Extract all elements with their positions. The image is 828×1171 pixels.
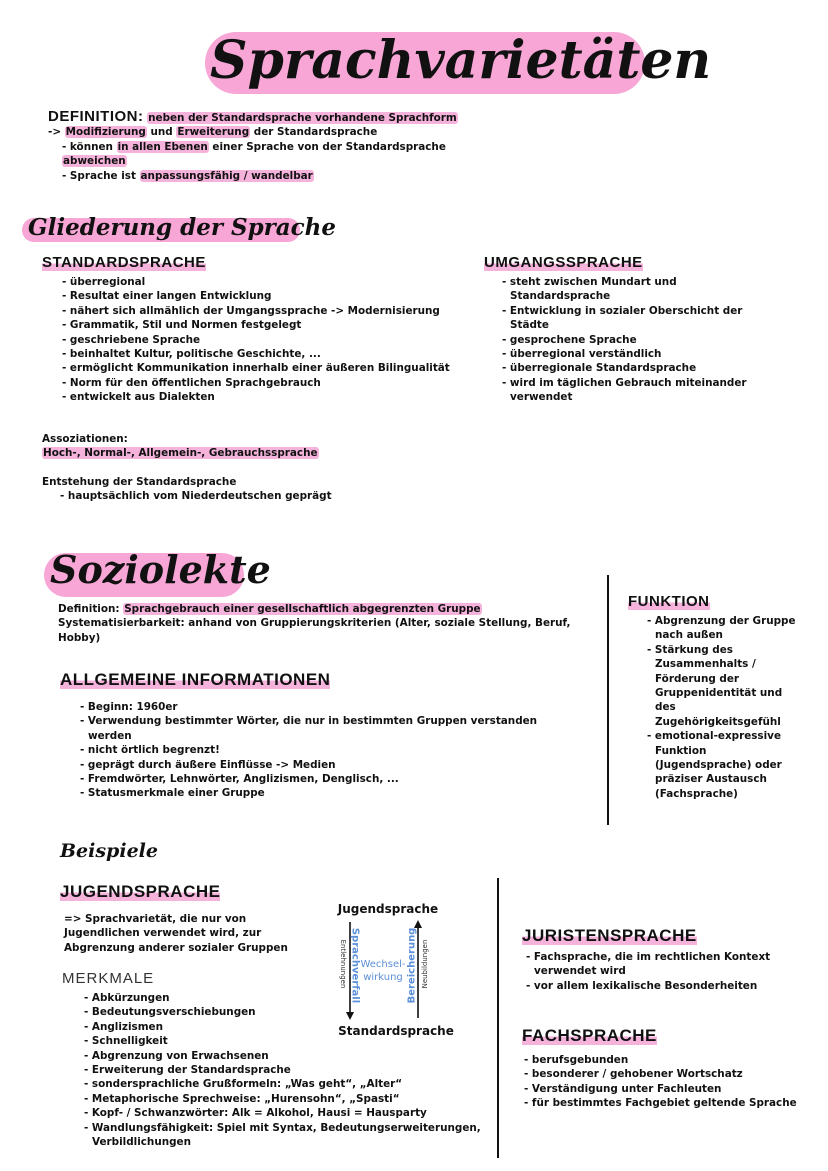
umgang-heading-text: UMGANGSSPRACHE [484, 254, 643, 271]
gliederung-heading: Gliederung der Sprache [28, 214, 337, 241]
origin-label: Entstehung der Standardsprache [42, 476, 237, 488]
funktion-heading [628, 593, 710, 610]
allg-list [78, 700, 578, 801]
definition-block [48, 110, 488, 183]
definition-term: Modifizierung [65, 126, 146, 139]
list-item: - ermöglicht Kommunikation innerhalb einer äußeren Bilingualität [62, 362, 450, 375]
origin-text: - hauptsächlich vom Niederdeutschen geprägt [60, 490, 332, 503]
list-item: - Norm für den öffentlichen Sprachgebrauch [62, 376, 321, 389]
definition-text: einer Sprache von der Standardsprache [212, 140, 446, 153]
list-item: - Resultat einer langen Entwicklung [62, 290, 272, 303]
list-item: - Abkürzungen [84, 992, 170, 1004]
definition-term: in allen Ebenen [117, 140, 208, 153]
juristen-list [524, 950, 794, 993]
list-item: - entwickelt aus Dialekten [62, 391, 215, 404]
list-item: - steht zwischen Mundart und Standardsprache [502, 276, 677, 303]
juristen-heading [522, 926, 697, 946]
soziolekte-def-label: Definition: [58, 603, 120, 615]
list-item: - geprägt durch äußere Einflüsse -> Medien [80, 758, 336, 771]
definition-term: anpassungsfähig / wandelbar [140, 169, 313, 182]
standard-heading-text: STANDARDSPRACHE [42, 254, 206, 271]
definition-bullet: - Sprache ist [62, 169, 136, 182]
list-item: - Entwicklung in sozialer Oberschicht der Städte [502, 304, 743, 332]
soziolekte-def-text: Sprachgebrauch einer gesellschaftlich abgegrenzten Gruppe [124, 603, 481, 615]
assoc-text: Hoch-, Normal-, Allgemein-, Gebrauchssprache [43, 447, 318, 460]
list-item: - geschriebene Sprache [62, 333, 201, 346]
list-item: - beinhaltet Kultur, politische Geschichte, ... [62, 348, 321, 361]
list-item: - Verständigung unter Fachleuten [524, 1082, 722, 1095]
list-item: - überregional verständlich [502, 348, 662, 361]
jugend-def: => Sprachvarietät, die nur von Jugendlichen verwendet wird, zur Abgrenzung anderer sozialer Gruppen [64, 913, 288, 954]
standard-heading [42, 254, 206, 271]
list-item: - Verwendung bestimmter Wörter, die nur in bestimmten Gruppen verstanden werden [80, 715, 538, 742]
arrow: -> [48, 126, 62, 139]
assoc-block [42, 432, 402, 461]
diagram-center-label: Wechsel-wirkung [360, 959, 406, 983]
list-item: - Metaphorische Sprechweise: „Hurensohn“, „Spasti“ [84, 1092, 400, 1105]
fach-list [522, 1053, 812, 1111]
list-item: - emotional-expressive Funktion (Jugendsprache) oder präziser Austausch (Fachsprache) [647, 730, 782, 800]
diagram-left-blue: Sprachverfall [349, 927, 361, 1004]
list-item: - Bedeutungsverschiebungen [84, 1006, 256, 1019]
diagram-right-blue: Bereicherung [406, 927, 418, 1004]
origin-block [42, 475, 402, 504]
list-item: - Erweiterung der Standardsprache [84, 1064, 291, 1077]
diagram-right-small: Neubildungen [421, 939, 429, 989]
list-item: - Abgrenzung von Erwachsenen [84, 1049, 269, 1062]
diagram-top-label: Jugendsprache [337, 902, 439, 916]
allg-heading-text: ALLGEMEINE INFORMATIONEN [60, 670, 331, 689]
list-item: - Wandlungsfähigkeit: Spiel mit Syntax, Bedeutungserweiterungen, Verbildlichungen [84, 1121, 481, 1149]
jugend-heading [60, 882, 220, 902]
merkmale-label: MERKMALE [62, 970, 155, 987]
assoc-label: Assoziationen: [42, 433, 128, 445]
list-item: - sondersprachliche Grußformeln: „Was geht“, „Alter“ [84, 1078, 403, 1091]
funktion-list [645, 614, 803, 801]
list-item: - Kopf- / Schwanzwörter: Alk = Alkohol, Hausi = Hausparty [84, 1107, 427, 1120]
diagram-bottom-label: Standardsprache [338, 1024, 454, 1038]
list-item: - Beginn: 1960er [80, 701, 178, 713]
definition-label: DEFINITION: [48, 108, 144, 125]
umgang-heading [484, 254, 643, 271]
list-item: - Anglizismen [84, 1020, 163, 1033]
list-item: - Fremdwörter, Lehnwörter, Anglizismen, Denglisch, ... [80, 773, 399, 786]
list-item: - überregional [62, 276, 146, 288]
soziolekte-heading: Soziolekte [50, 547, 271, 592]
juristen-heading-text: JURISTENSPRACHE [522, 926, 697, 945]
divider-line [607, 575, 609, 825]
definition-text: der Standardsprache [253, 126, 378, 139]
list-item: - berufsgebunden [524, 1054, 629, 1066]
list-item: - nicht örtlich begrenzt! [80, 744, 220, 757]
soziolekte-definition [58, 602, 598, 645]
list-item: - Statusmerkmale einer Gruppe [80, 787, 265, 800]
page-title: Sprachvarietäten [210, 30, 712, 91]
allg-heading [60, 670, 330, 690]
definition-text: neben der Standardsprache vorhandene Sprachform [148, 112, 457, 124]
definition-bullet: - können [62, 140, 113, 153]
list-item: - Fachsprache, die im rechtlichen Kontext verwendet wird [526, 951, 771, 978]
beispiele-heading: Beispiele [60, 840, 158, 862]
list-item: - vor allem lexikalische Besonderheiten [526, 979, 758, 992]
fach-heading-text: FACHSPRACHE [522, 1026, 657, 1045]
list-item: - Grammatik, Stil und Normen festgelegt [62, 319, 302, 332]
definition-connector: und [150, 126, 173, 139]
definition-term: Erweiterung [177, 126, 250, 139]
umgang-list [500, 275, 760, 405]
soziolekte-systematik: Systematisierbarkeit: anhand von Gruppierungskriterien (Alter, soziale Stellung, Beruf, Hobby) [58, 617, 571, 644]
standard-list [60, 275, 460, 405]
list-item: - Abgrenzung der Gruppe nach außen [647, 615, 796, 642]
list-item: - gesprochene Sprache [502, 333, 637, 346]
fach-heading [522, 1026, 657, 1046]
list-item: - nähert sich allmählich der Umgangssprache -> Modernisierung [62, 304, 440, 317]
list-item: - überregionale Standardsprache [502, 362, 697, 375]
jugend-heading-text: JUGENDSPRACHE [60, 882, 221, 901]
definition-term: abweichen [63, 155, 126, 168]
funktion-heading-text: FUNKTION [628, 593, 710, 610]
list-item: - besonderer / gehobener Wortschatz [524, 1068, 743, 1081]
list-item: - wird im täglichen Gebrauch miteinander verwendet [502, 376, 747, 404]
diagram-left-small: Entlehnungen [339, 939, 347, 989]
divider-line [497, 878, 499, 1158]
list-item: - für bestimmtes Fachgebiet geltende Sprache [524, 1097, 797, 1110]
list-item: - Schnelligkeit [84, 1035, 168, 1048]
list-item: - Stärkung des Zusammenhalts / Förderung der Gruppenidentität und des Zugehörigkeitsgefühl [647, 643, 783, 728]
